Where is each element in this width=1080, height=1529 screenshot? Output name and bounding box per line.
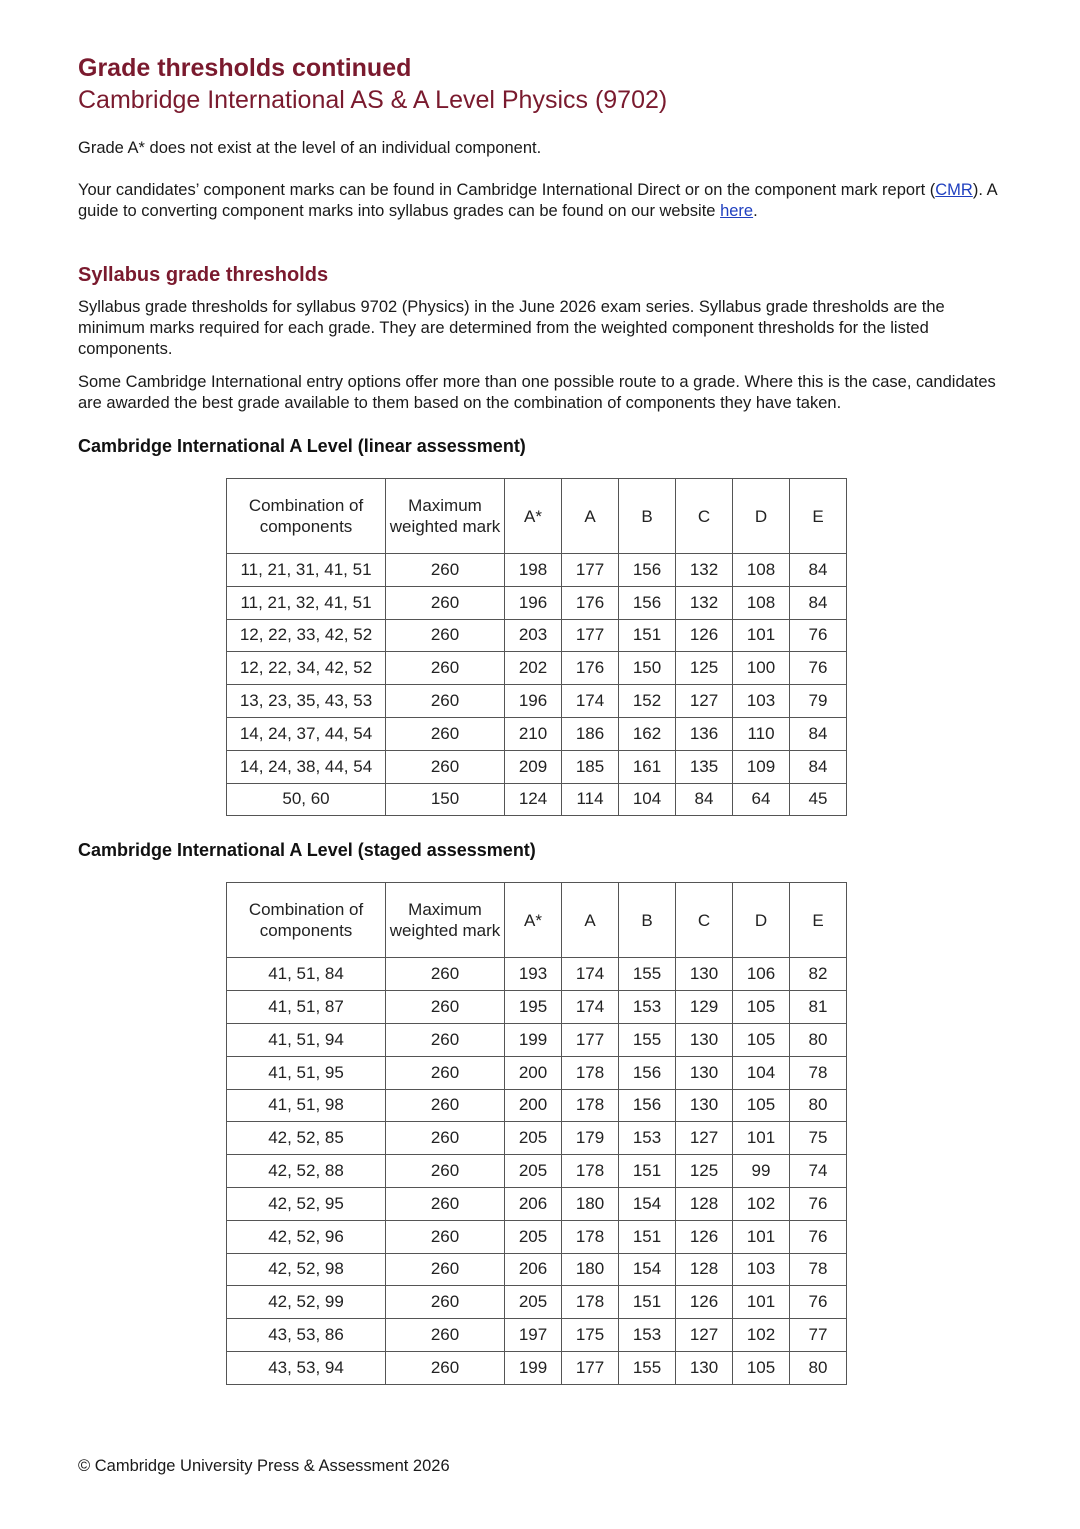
cell-maximum: 260 [386,750,505,783]
cell-grade-c: 127 [676,1319,733,1352]
cell-maximum: 260 [386,1319,505,1352]
cell-grade-astar: 196 [505,685,562,718]
footer-copyright: © Cambridge University Press & Assessment 2026 [78,1457,450,1475]
cell-grade-d: 100 [733,652,790,685]
col-combination: Combination of components [227,883,386,958]
cell-grade-d: 101 [733,1286,790,1319]
cell-combination: 43, 53, 86 [227,1319,386,1352]
cell-combination: 42, 52, 99 [227,1286,386,1319]
cell-combination: 13, 23, 35, 43, 53 [227,685,386,718]
cell-grade-e: 76 [790,1187,847,1220]
table-row [227,1122,847,1155]
table-row [227,1253,847,1286]
col-grade-b: B [619,883,676,958]
cell-grade-e: 74 [790,1155,847,1188]
col-maximum: Maximum weighted mark [386,883,505,958]
linear-heading: Cambridge International A Level (linear assessment) [78,436,526,456]
table-row [227,652,847,685]
cell-grade-d: 105 [733,1089,790,1122]
cell-grade-a: 180 [562,1253,619,1286]
cell-grade-astar: 124 [505,783,562,816]
col-grade-a: A [562,883,619,958]
table-row [227,1187,847,1220]
cell-combination: 42, 52, 95 [227,1187,386,1220]
cell-grade-a: 175 [562,1319,619,1352]
cell-combination: 11, 21, 31, 41, 51 [227,554,386,587]
cell-grade-a: 179 [562,1122,619,1155]
cell-grade-c: 126 [676,619,733,652]
cell-grade-c: 129 [676,991,733,1024]
cell-maximum: 260 [386,1286,505,1319]
syllabus-paragraph-1: Syllabus grade thresholds for syllabus 9702 (Physics) in the June 2026 exam series. Syllabus grade thresholds are the minimum marks required for each grade. They are determined from the weighted component thresholds for the listed components. [78,298,945,358]
cell-grade-a: 114 [562,783,619,816]
cell-grade-e: 84 [790,586,847,619]
cell-grade-c: 125 [676,652,733,685]
cell-maximum: 260 [386,1220,505,1253]
cell-maximum: 260 [386,685,505,718]
cell-grade-astar: 195 [505,991,562,1024]
cell-maximum: 260 [386,1023,505,1056]
cell-maximum: 260 [386,1122,505,1155]
cell-grade-b: 151 [619,1286,676,1319]
col-grade-astar: A* [505,479,562,554]
cell-maximum: 150 [386,783,505,816]
cell-grade-c: 130 [676,1351,733,1384]
cell-grade-e: 84 [790,554,847,587]
cell-grade-c: 135 [676,750,733,783]
cell-combination: 14, 24, 38, 44, 54 [227,750,386,783]
cell-maximum: 260 [386,586,505,619]
cell-maximum: 260 [386,1056,505,1089]
cell-grade-e: 84 [790,750,847,783]
table-row [227,685,847,718]
cell-maximum: 260 [386,652,505,685]
cell-grade-d: 64 [733,783,790,816]
cell-grade-b: 153 [619,1319,676,1352]
col-grade-a: A [562,479,619,554]
table-row [227,554,847,587]
cell-grade-astar: 203 [505,619,562,652]
cell-grade-d: 110 [733,717,790,750]
cell-grade-b: 152 [619,685,676,718]
cell-grade-a: 178 [562,1056,619,1089]
table-row [227,1319,847,1352]
cell-grade-d: 104 [733,1056,790,1089]
cell-grade-e: 76 [790,1286,847,1319]
cell-grade-c: 130 [676,1023,733,1056]
cell-maximum: 260 [386,554,505,587]
cell-grade-d: 101 [733,1220,790,1253]
cell-grade-d: 103 [733,685,790,718]
cell-grade-e: 80 [790,1089,847,1122]
table-row [227,991,847,1024]
cell-grade-e: 76 [790,652,847,685]
cell-grade-astar: 205 [505,1155,562,1188]
table-row [227,717,847,750]
cell-grade-astar: 200 [505,1089,562,1122]
cell-grade-c: 136 [676,717,733,750]
cell-grade-a: 176 [562,652,619,685]
table-header-row [227,479,847,554]
cell-grade-a: 186 [562,717,619,750]
cell-grade-d: 108 [733,586,790,619]
cell-grade-e: 84 [790,717,847,750]
cell-grade-b: 155 [619,1351,676,1384]
cell-grade-a: 177 [562,554,619,587]
cell-combination: 41, 51, 98 [227,1089,386,1122]
linear-thresholds-table [226,478,847,816]
col-grade-astar: A* [505,883,562,958]
cell-grade-d: 102 [733,1187,790,1220]
cell-combination: 42, 52, 96 [227,1220,386,1253]
cell-grade-b: 151 [619,1155,676,1188]
cell-grade-b: 155 [619,958,676,991]
table-row [227,783,847,816]
astar-note: Grade A* does not exist at the level of an individual component. [78,139,542,157]
cell-combination: 11, 21, 32, 41, 51 [227,586,386,619]
component-marks-paragraph [78,180,1008,222]
table-row [227,586,847,619]
col-maximum: Maximum weighted mark [386,479,505,554]
cell-grade-c: 132 [676,554,733,587]
cell-maximum: 260 [386,1155,505,1188]
cell-grade-astar: 193 [505,958,562,991]
table-row [227,958,847,991]
col-grade-d: D [733,883,790,958]
table-row [227,1089,847,1122]
col-grade-e: E [790,479,847,554]
table-header-row [227,883,847,958]
cell-grade-d: 101 [733,1122,790,1155]
cell-grade-e: 75 [790,1122,847,1155]
cell-grade-e: 76 [790,619,847,652]
cell-grade-astar: 202 [505,652,562,685]
marks-text-2: ). A guide to converting component marks into syllabus grades can be found on our website [78,181,997,220]
page-title: Grade thresholds continued [78,54,412,82]
cell-grade-b: 150 [619,652,676,685]
cell-grade-c: 126 [676,1220,733,1253]
table-row [227,1286,847,1319]
cell-grade-d: 99 [733,1155,790,1188]
cell-grade-b: 104 [619,783,676,816]
cell-combination: 42, 52, 98 [227,1253,386,1286]
cell-combination: 41, 51, 84 [227,958,386,991]
cell-grade-e: 76 [790,1220,847,1253]
cell-grade-a: 178 [562,1286,619,1319]
cell-grade-d: 106 [733,958,790,991]
cell-grade-e: 78 [790,1056,847,1089]
cell-grade-a: 177 [562,619,619,652]
cell-maximum: 260 [386,1253,505,1286]
cell-grade-c: 127 [676,685,733,718]
cell-grade-b: 162 [619,717,676,750]
here-link[interactable]: here [720,202,754,220]
cell-grade-b: 151 [619,619,676,652]
cell-grade-a: 185 [562,750,619,783]
table-row [227,1056,847,1089]
cell-grade-e: 81 [790,991,847,1024]
section-heading-syllabus: Syllabus grade thresholds [78,264,329,286]
cell-grade-d: 103 [733,1253,790,1286]
cell-grade-astar: 198 [505,554,562,587]
cell-grade-e: 80 [790,1351,847,1384]
cell-combination: 42, 52, 85 [227,1122,386,1155]
cmr-link[interactable]: CMR [935,181,973,199]
cell-combination: 50, 60 [227,783,386,816]
cell-grade-astar: 197 [505,1319,562,1352]
cell-maximum: 260 [386,1089,505,1122]
cell-maximum: 260 [386,1351,505,1384]
col-grade-e: E [790,883,847,958]
cell-combination: 41, 51, 87 [227,991,386,1024]
document-page [78,52,1008,1385]
table-row [227,1220,847,1253]
table-row [227,1023,847,1056]
cell-grade-d: 101 [733,619,790,652]
cell-combination: 43, 53, 94 [227,1351,386,1384]
cell-grade-b: 151 [619,1220,676,1253]
cell-grade-astar: 199 [505,1023,562,1056]
cell-grade-c: 130 [676,1056,733,1089]
cell-combination: 12, 22, 33, 42, 52 [227,619,386,652]
col-grade-b: B [619,479,676,554]
marks-text-1: Your candidates’ component marks can be found in Cambridge International Direct or on the component mark report ( [78,181,936,199]
cell-maximum: 260 [386,958,505,991]
cell-grade-astar: 200 [505,1056,562,1089]
cell-grade-c: 84 [676,783,733,816]
table-row [227,1351,847,1384]
table-row [227,1155,847,1188]
cell-grade-c: 128 [676,1253,733,1286]
cell-grade-d: 105 [733,1351,790,1384]
cell-grade-d: 108 [733,554,790,587]
cell-grade-a: 174 [562,685,619,718]
cell-combination: 41, 51, 94 [227,1023,386,1056]
cell-grade-e: 82 [790,958,847,991]
cell-grade-c: 126 [676,1286,733,1319]
marks-text-3: . [753,202,758,220]
cell-grade-b: 156 [619,1056,676,1089]
cell-grade-b: 154 [619,1187,676,1220]
cell-grade-a: 178 [562,1089,619,1122]
staged-thresholds-table [226,882,847,1384]
cell-grade-a: 174 [562,991,619,1024]
cell-grade-e: 80 [790,1023,847,1056]
cell-grade-astar: 205 [505,1122,562,1155]
cell-combination: 42, 52, 88 [227,1155,386,1188]
col-combination: Combination of components [227,479,386,554]
cell-grade-c: 127 [676,1122,733,1155]
cell-grade-a: 177 [562,1023,619,1056]
col-grade-c: C [676,479,733,554]
cell-grade-c: 132 [676,586,733,619]
cell-combination: 14, 24, 37, 44, 54 [227,717,386,750]
cell-grade-e: 79 [790,685,847,718]
cell-grade-c: 130 [676,1089,733,1122]
cell-grade-b: 155 [619,1023,676,1056]
cell-grade-astar: 210 [505,717,562,750]
col-grade-c: C [676,883,733,958]
cell-grade-a: 178 [562,1155,619,1188]
cell-grade-a: 176 [562,586,619,619]
cell-grade-b: 153 [619,991,676,1024]
cell-grade-astar: 206 [505,1253,562,1286]
syllabus-paragraph-2: Some Cambridge International entry options offer more than one possible route to a grade. Where this is the case, candidates are awarded the best grade available to them based on the combination of components they have taken. [78,373,996,412]
cell-grade-astar: 209 [505,750,562,783]
cell-maximum: 260 [386,717,505,750]
cell-maximum: 260 [386,991,505,1024]
cell-grade-b: 156 [619,1089,676,1122]
cell-grade-d: 105 [733,991,790,1024]
cell-grade-d: 105 [733,1023,790,1056]
cell-grade-e: 78 [790,1253,847,1286]
cell-combination: 12, 22, 34, 42, 52 [227,652,386,685]
col-grade-d: D [733,479,790,554]
cell-grade-astar: 199 [505,1351,562,1384]
table-row [227,619,847,652]
cell-combination: 41, 51, 95 [227,1056,386,1089]
cell-grade-a: 177 [562,1351,619,1384]
cell-grade-c: 125 [676,1155,733,1188]
cell-grade-d: 109 [733,750,790,783]
cell-grade-astar: 205 [505,1220,562,1253]
cell-grade-c: 130 [676,958,733,991]
cell-grade-b: 156 [619,554,676,587]
cell-grade-d: 102 [733,1319,790,1352]
cell-maximum: 260 [386,619,505,652]
table-row [227,750,847,783]
cell-grade-a: 180 [562,1187,619,1220]
cell-grade-a: 178 [562,1220,619,1253]
cell-grade-c: 128 [676,1187,733,1220]
cell-grade-astar: 205 [505,1286,562,1319]
cell-grade-e: 45 [790,783,847,816]
cell-grade-astar: 196 [505,586,562,619]
cell-grade-a: 174 [562,958,619,991]
cell-grade-b: 161 [619,750,676,783]
cell-grade-b: 156 [619,586,676,619]
cell-maximum: 260 [386,1187,505,1220]
cell-grade-astar: 206 [505,1187,562,1220]
cell-grade-e: 77 [790,1319,847,1352]
staged-heading: Cambridge International A Level (staged assessment) [78,840,536,861]
cell-grade-b: 154 [619,1253,676,1286]
cell-grade-b: 153 [619,1122,676,1155]
page-subtitle: Cambridge International AS & A Level Physics (9702) [78,86,668,114]
